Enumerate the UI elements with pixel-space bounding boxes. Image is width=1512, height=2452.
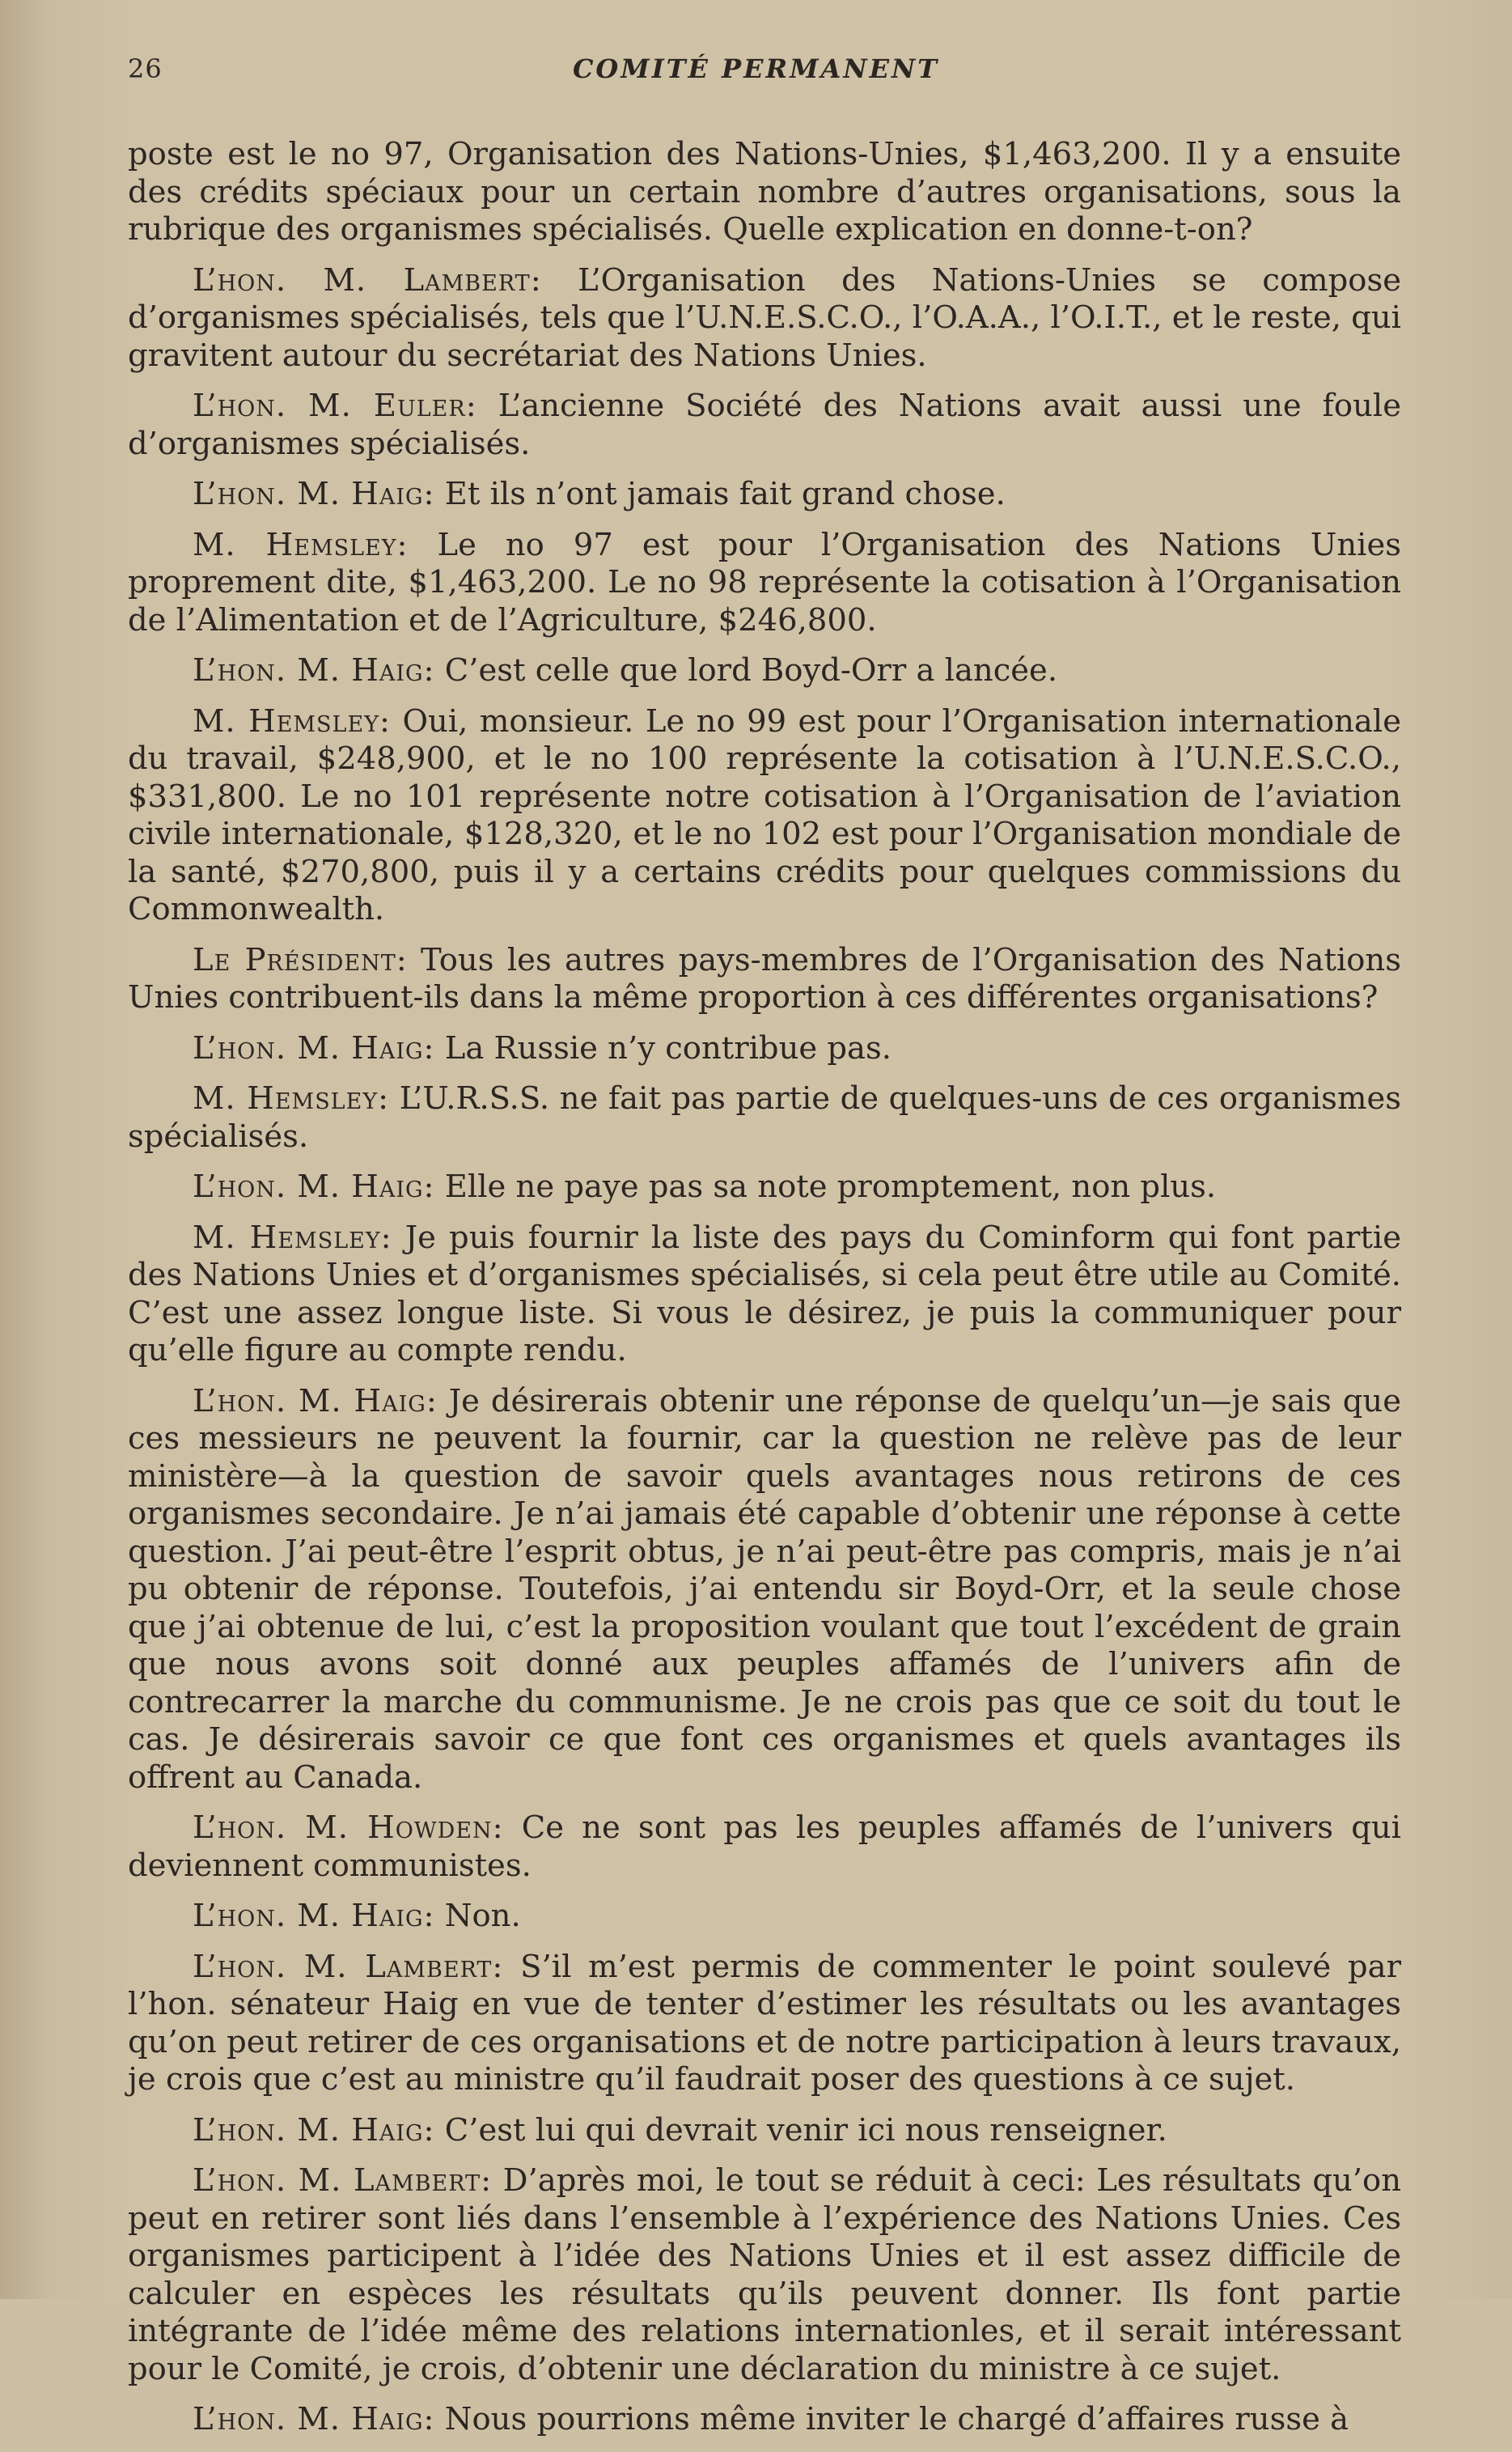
speaker-name: L’hon. M. Lambert: (193, 2162, 493, 2199)
paragraph (128, 2162, 1401, 2388)
paragraph (128, 1383, 1401, 1797)
speaker-name: L’hon. M. Haig: (193, 652, 435, 689)
paragraph (128, 1220, 1401, 1370)
speaker-name: L’hon. M. Haig: (193, 2401, 435, 2437)
paragraph (128, 1949, 1401, 2099)
paragraph-text: S’il m’est permis de commenter le point soulevé par l’hon. sénateur Haig en vue de tenter d’estimer les résultats ou les avantages qu’on peut retirer de ces organisations et de notre participation à leurs travaux, je crois que c’est au ministre qu’il faudrait poser des questions à ce sujet. (128, 1948, 1401, 2098)
paragraph-text: Je désirerais obtenir une réponse de quelqu’un—je sais que ces messieurs ne peuvent la fournir, car la question ne relève pas de leur ministère—à la question de savoir quels avantages nous retirons de ces organismes secondaire. Je n’ai jamais été capable d’obtenir une réponse à cette question. J’ai peut-être l’esprit obtus, je n’ai peut-être pas compris, mais je n’ai pu obtenir de réponse. Toutefois, j’ai entendu sir Boyd-Orr, et la seule chose que j’ai obtenue de lui, c’est la proposition voulant que tout l’excédent de grain que nous avons soit donné aux peuples affamés de l’univers afin de contrecarrer la marche du communisme. Je ne crois pas que ce soit du tout le cas. Je désirerais savoir ce que font ces organismes et quels avantages ils offrent au Canada. (128, 1382, 1401, 1796)
paragraph-text: Ce ne sont pas les peuples affamés de l’univers qui deviennent communistes. (128, 1809, 1401, 1884)
speaker-name: M. Hemsley: (193, 702, 391, 740)
page-number: 26 (128, 53, 163, 84)
paragraph-text: La Russie n’y contribue pas. (434, 1029, 892, 1067)
paragraph-text: poste est le no 97, Organisation des Nations-Unies, $1,463,200. Il y a ensuite des crédits spéciaux pour un certain nombre d’autres organisations, sous la rubrique des organismes spécialisés. Quelle explication en donne-t-on? (128, 136, 1401, 248)
paragraph-text: L’ancienne Société des Nations avait aussi une foule d’organismes spécialisés. (128, 388, 1401, 462)
speaker-name: L’hon. M. Euler: (193, 388, 477, 424)
paragraph (128, 2401, 1401, 2439)
paragraph-text: Tous les autres pays-membres de l’Organisation des Nations Unies contribuent-ils dans la même proportion à ces différentes organisations? (128, 941, 1401, 1016)
paragraph (128, 1898, 1401, 1936)
paragraph (128, 942, 1401, 1017)
speaker-name: L’hon. M. Haig: (193, 1169, 435, 1205)
paragraph-text: C’est lui qui devrait venir ici nous renseigner. (434, 2111, 1167, 2149)
paragraph (128, 1169, 1401, 1207)
paragraph-text: Je puis fournir la liste des pays du Cominform qui font partie des Nations Unies et d’organismes spécialisés, si cela peut être utile au Comité. C’est une assez longue liste. Si vous le désirez, je puis la communiquer pour qu’elle figure au compte rendu. (128, 1219, 1401, 1368)
paragraph-text: Non. (434, 1898, 521, 1934)
paragraph (128, 476, 1401, 514)
paragraph (128, 2112, 1401, 2150)
paragraph-text: Nous pourrions même inviter le chargé d’affaires russe à (434, 2401, 1349, 2437)
speaker-name: L’hon. M. Haig: (193, 1029, 435, 1067)
paragraph-text: D’après moi, le tout se réduit à ceci: Les résultats qu’on peut en retirer sont liés dans l’ensemble à l’expérience des Nations Unies. Ces organismes participent à l’idée des Nations Unies et il est assez difficile de calculer en espèces les résultats qu’ils peuvent donner. Ils font partie intégrante de l’idée même des relations internationles, et il serait intéressant pour le Comité, je crois, d’obtenir une déclaration du ministre à ce sujet. (128, 2162, 1402, 2387)
speaker-name: L’hon. M. Haig: (193, 476, 435, 512)
paragraph (128, 527, 1401, 640)
paragraph (128, 388, 1401, 463)
page-body (128, 136, 1401, 2452)
paragraph (128, 1809, 1401, 1885)
speaker-name: M. Hemsley: (193, 1219, 392, 1256)
speaker-name: L’hon. M. Lambert: (193, 261, 542, 299)
speaker-name: M. Hemsley: (193, 526, 409, 563)
paragraph (128, 136, 1401, 249)
speaker-name: L’hon. M. Howden: (193, 1809, 504, 1846)
paragraph (128, 652, 1401, 690)
speaker-name: L’hon. M. Lambert: (193, 1948, 504, 1985)
speaker-name: L’hon. M. Haig: (193, 2111, 435, 2149)
speaker-name: Le Président: (193, 941, 408, 978)
paragraph-text: Le no 97 est pour l’Organisation des Nations Unies proprement dite, $1,463,200. Le no 98 représente la cotisation à l’Organisation de l’Alimentation et de l’Agriculture, $246,800. (128, 526, 1401, 638)
paragraph-text: L’Organisation des Nations-Unies se compose d’organismes spécialisés, tels que l’U.N.E.S.C.O., l’O.A.A., l’O.I.T., et le reste, qui gravitent autour du secrétariat des Nations Unies. (128, 261, 1401, 374)
paragraph (128, 703, 1401, 929)
running-head: COMITÉ PERMANENT (572, 53, 940, 84)
speaker-name: M. Hemsley: (193, 1080, 390, 1117)
paragraph (128, 1030, 1401, 1068)
paragraph-text: Elle ne paye pas sa note promptement, non plus. (434, 1169, 1217, 1205)
paragraph-text: Et ils n’ont jamais fait grand chose. (434, 476, 1006, 512)
paragraph (128, 1080, 1401, 1156)
paragraph-text: C’est celle que lord Boyd-Orr a lancée. (434, 652, 1058, 689)
speaker-name: L’hon. M. Haig: (193, 1898, 435, 1934)
paragraph (128, 262, 1401, 375)
paragraph-text: Oui, monsieur. Le no 99 est pour l’Organisation internationale du travail, $248,900, et le no 100 représente la cotisation à l’U.N.E.S.C.O., $331,800. Le no 101 représente notre cotisation à l’Organisation de l’aviation civile internationale, $128,320, et le no 102 est pour l’Organisation mondiale de la santé, $270,800, puis il y a certains crédits pour quelques commissions du Commonwealth. (128, 702, 1401, 927)
speaker-name: L’hon. M. Haig: (193, 1382, 438, 1419)
paragraph-text: L’U.R.S.S. ne fait pas partie de quelques-uns de ces organismes spécialisés. (128, 1080, 1401, 1155)
